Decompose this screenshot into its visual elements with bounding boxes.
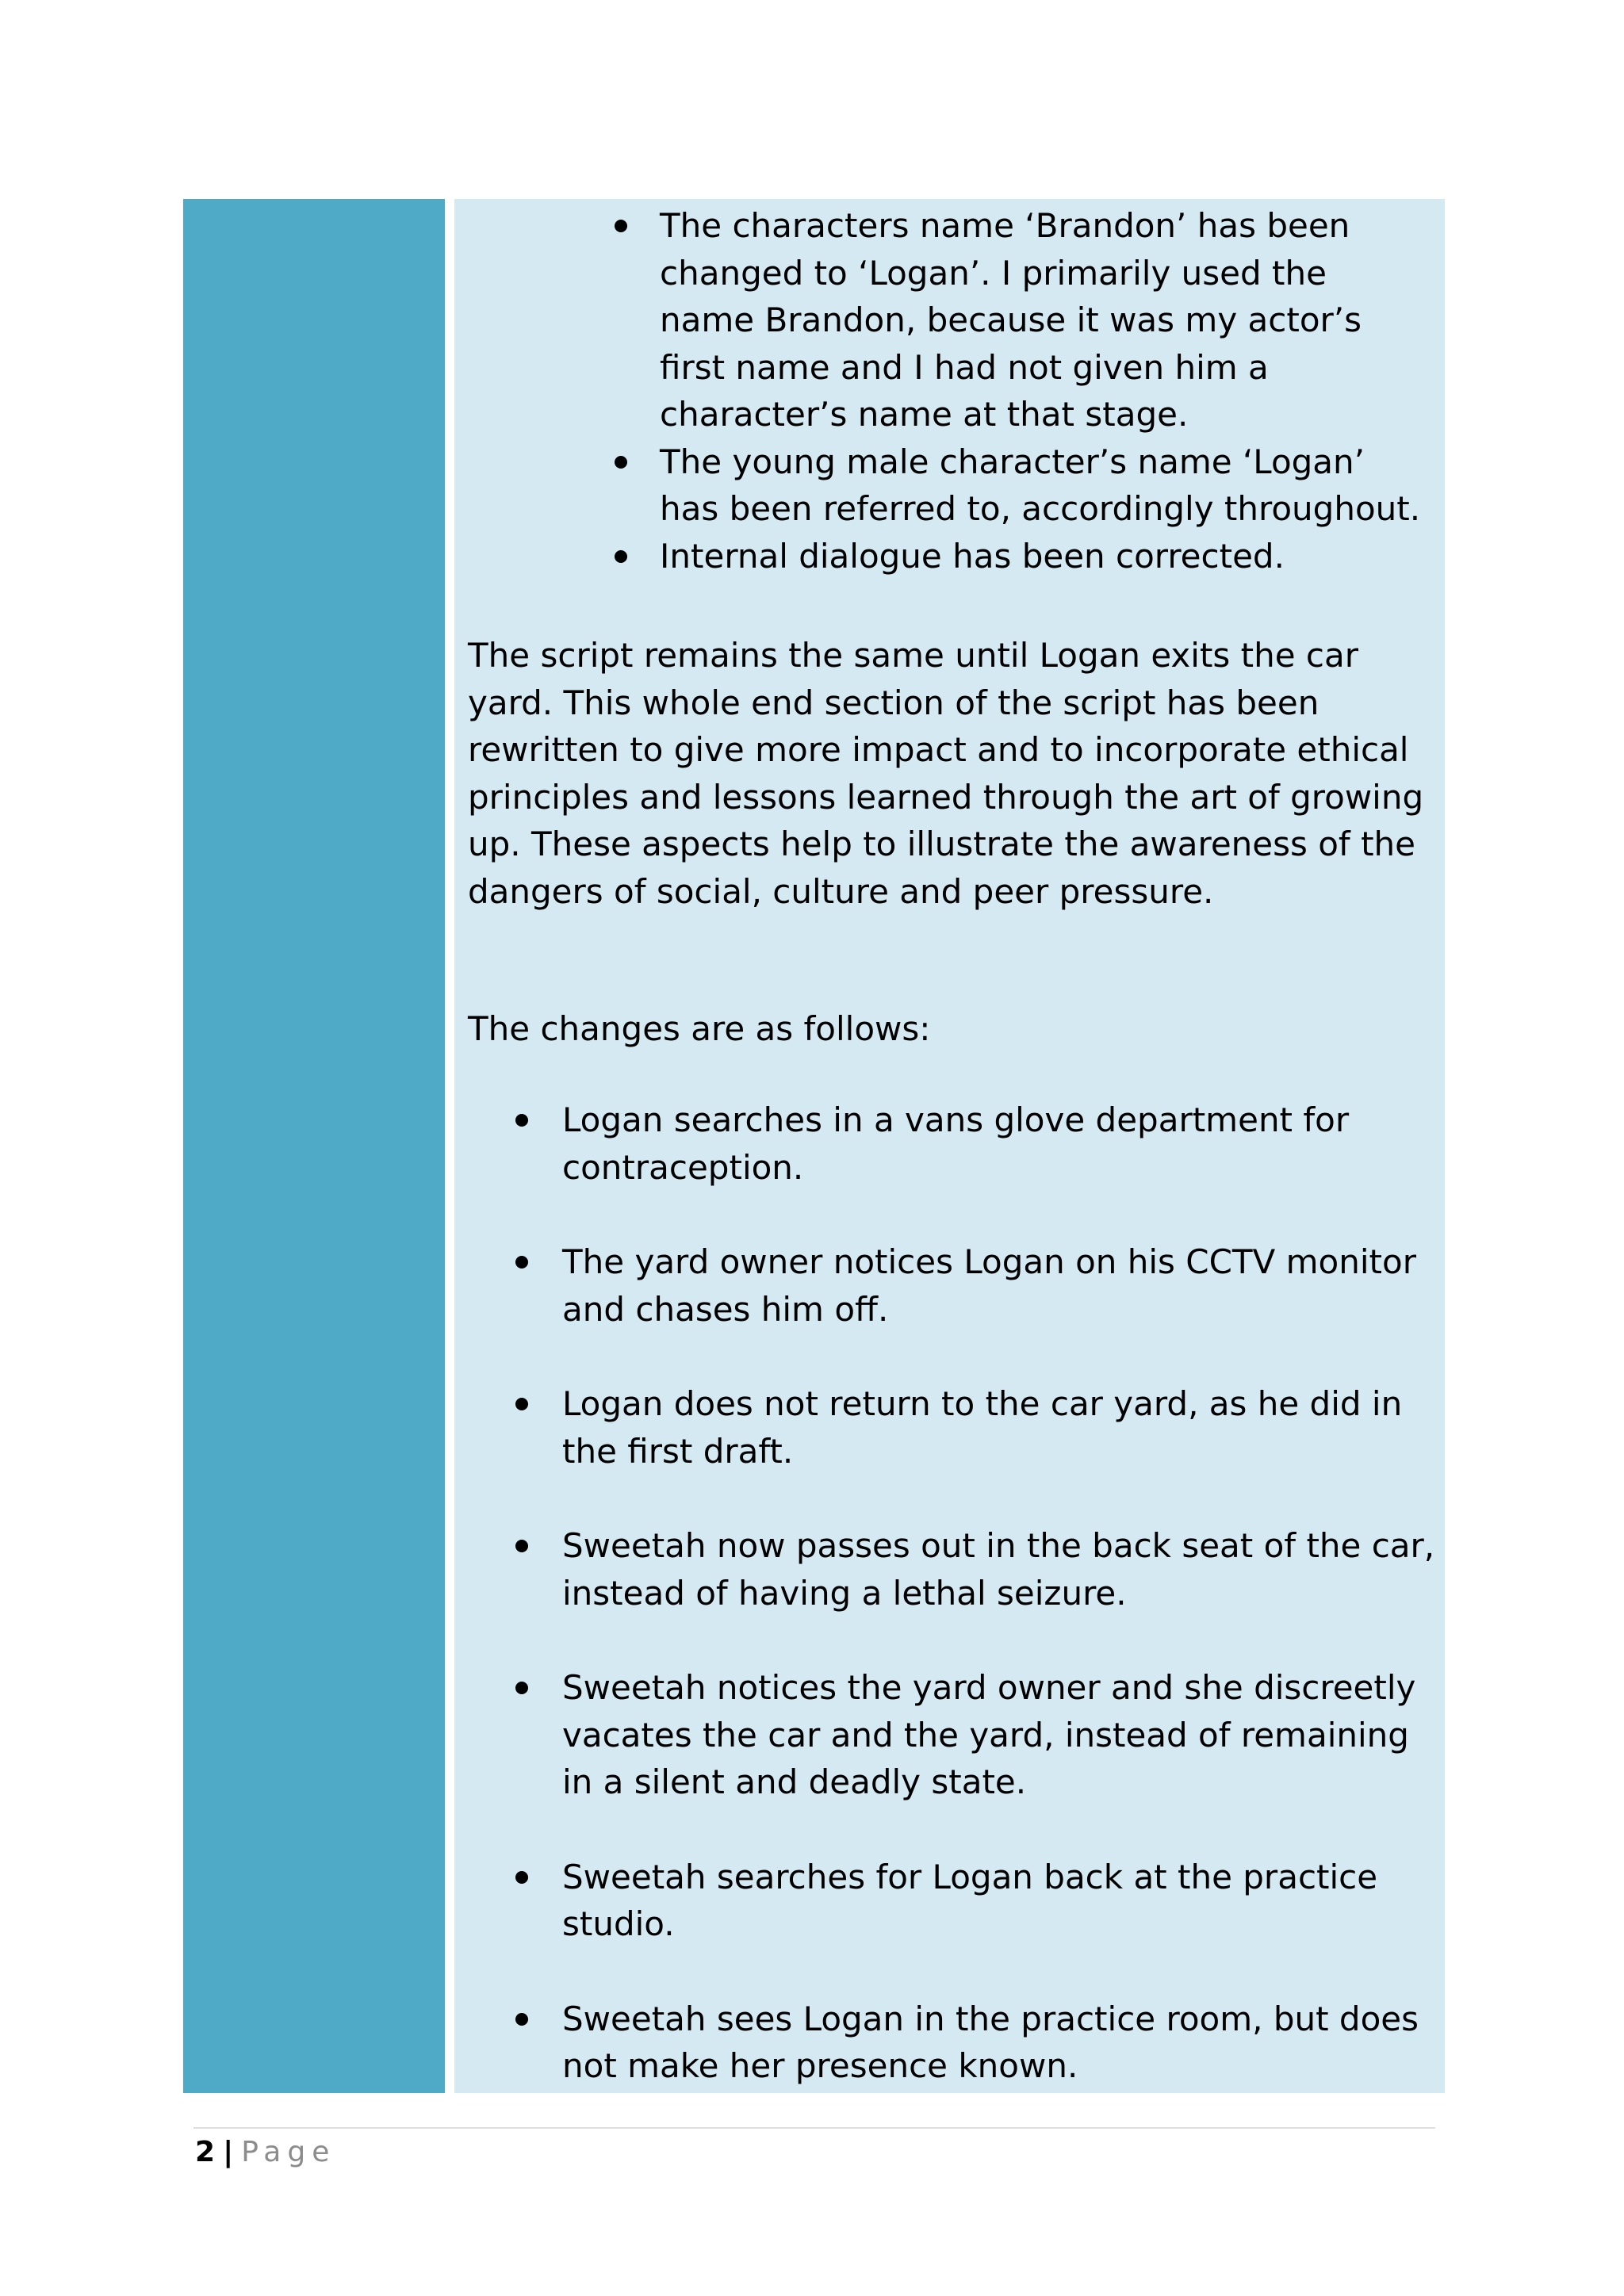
list-item: Internal dialogue has been corrected.	[660, 533, 1421, 580]
footer-separator: |	[223, 2136, 234, 2168]
changes-list	[562, 1096, 1442, 2137]
body-paragraph: The script remains the same until Logan exits the car yard. This whole end section of the script has been rewritten to give more impact and to incorporate ethical principles and lessons learned through the art of growing up. These aspects help to illustrate the awareness of the dangers of social, culture and peer pressure.	[468, 636, 1424, 911]
list-item: The young male character’s name ‘Logan’ has been referred to, accordingly throughout.	[660, 438, 1421, 533]
list-item: Sweetah sees Logan in the practice room, but does not make her presence known.	[562, 1996, 1442, 2090]
footer-divider	[193, 2127, 1435, 2129]
list-item: Sweetah notices the yard owner and she discreetly vacates the car and the yard, instead of remaining in a silent and deadly state.	[562, 1664, 1442, 1806]
list-item: The yard owner notices Logan on his CCTV monitor and chases him off.	[562, 1238, 1442, 1333]
changes-intro: The changes are as follows:	[468, 1009, 931, 1048]
page-footer	[195, 2133, 335, 2172]
list-item: The characters name ‘Brandon’ has been changed to ‘Logan’. I primarily used the name Brandon, because it was my actor’s first name and I had not given him a character’s name at that stage.	[660, 202, 1421, 438]
page-number: 2	[195, 2136, 216, 2168]
left-color-bar	[183, 199, 445, 2093]
page-label: Page	[241, 2136, 336, 2168]
list-item: Sweetah now passes out in the back seat of the car, instead of having a lethal seizure.	[562, 1522, 1442, 1617]
list-item: Logan does not return to the car yard, as he did in the first draft.	[562, 1380, 1442, 1475]
list-item: Sweetah searches for Logan back at the practice studio.	[562, 1854, 1442, 1948]
top-bullet-list	[660, 202, 1421, 580]
list-item: Logan searches in a vans glove department for contraception.	[562, 1096, 1442, 1191]
